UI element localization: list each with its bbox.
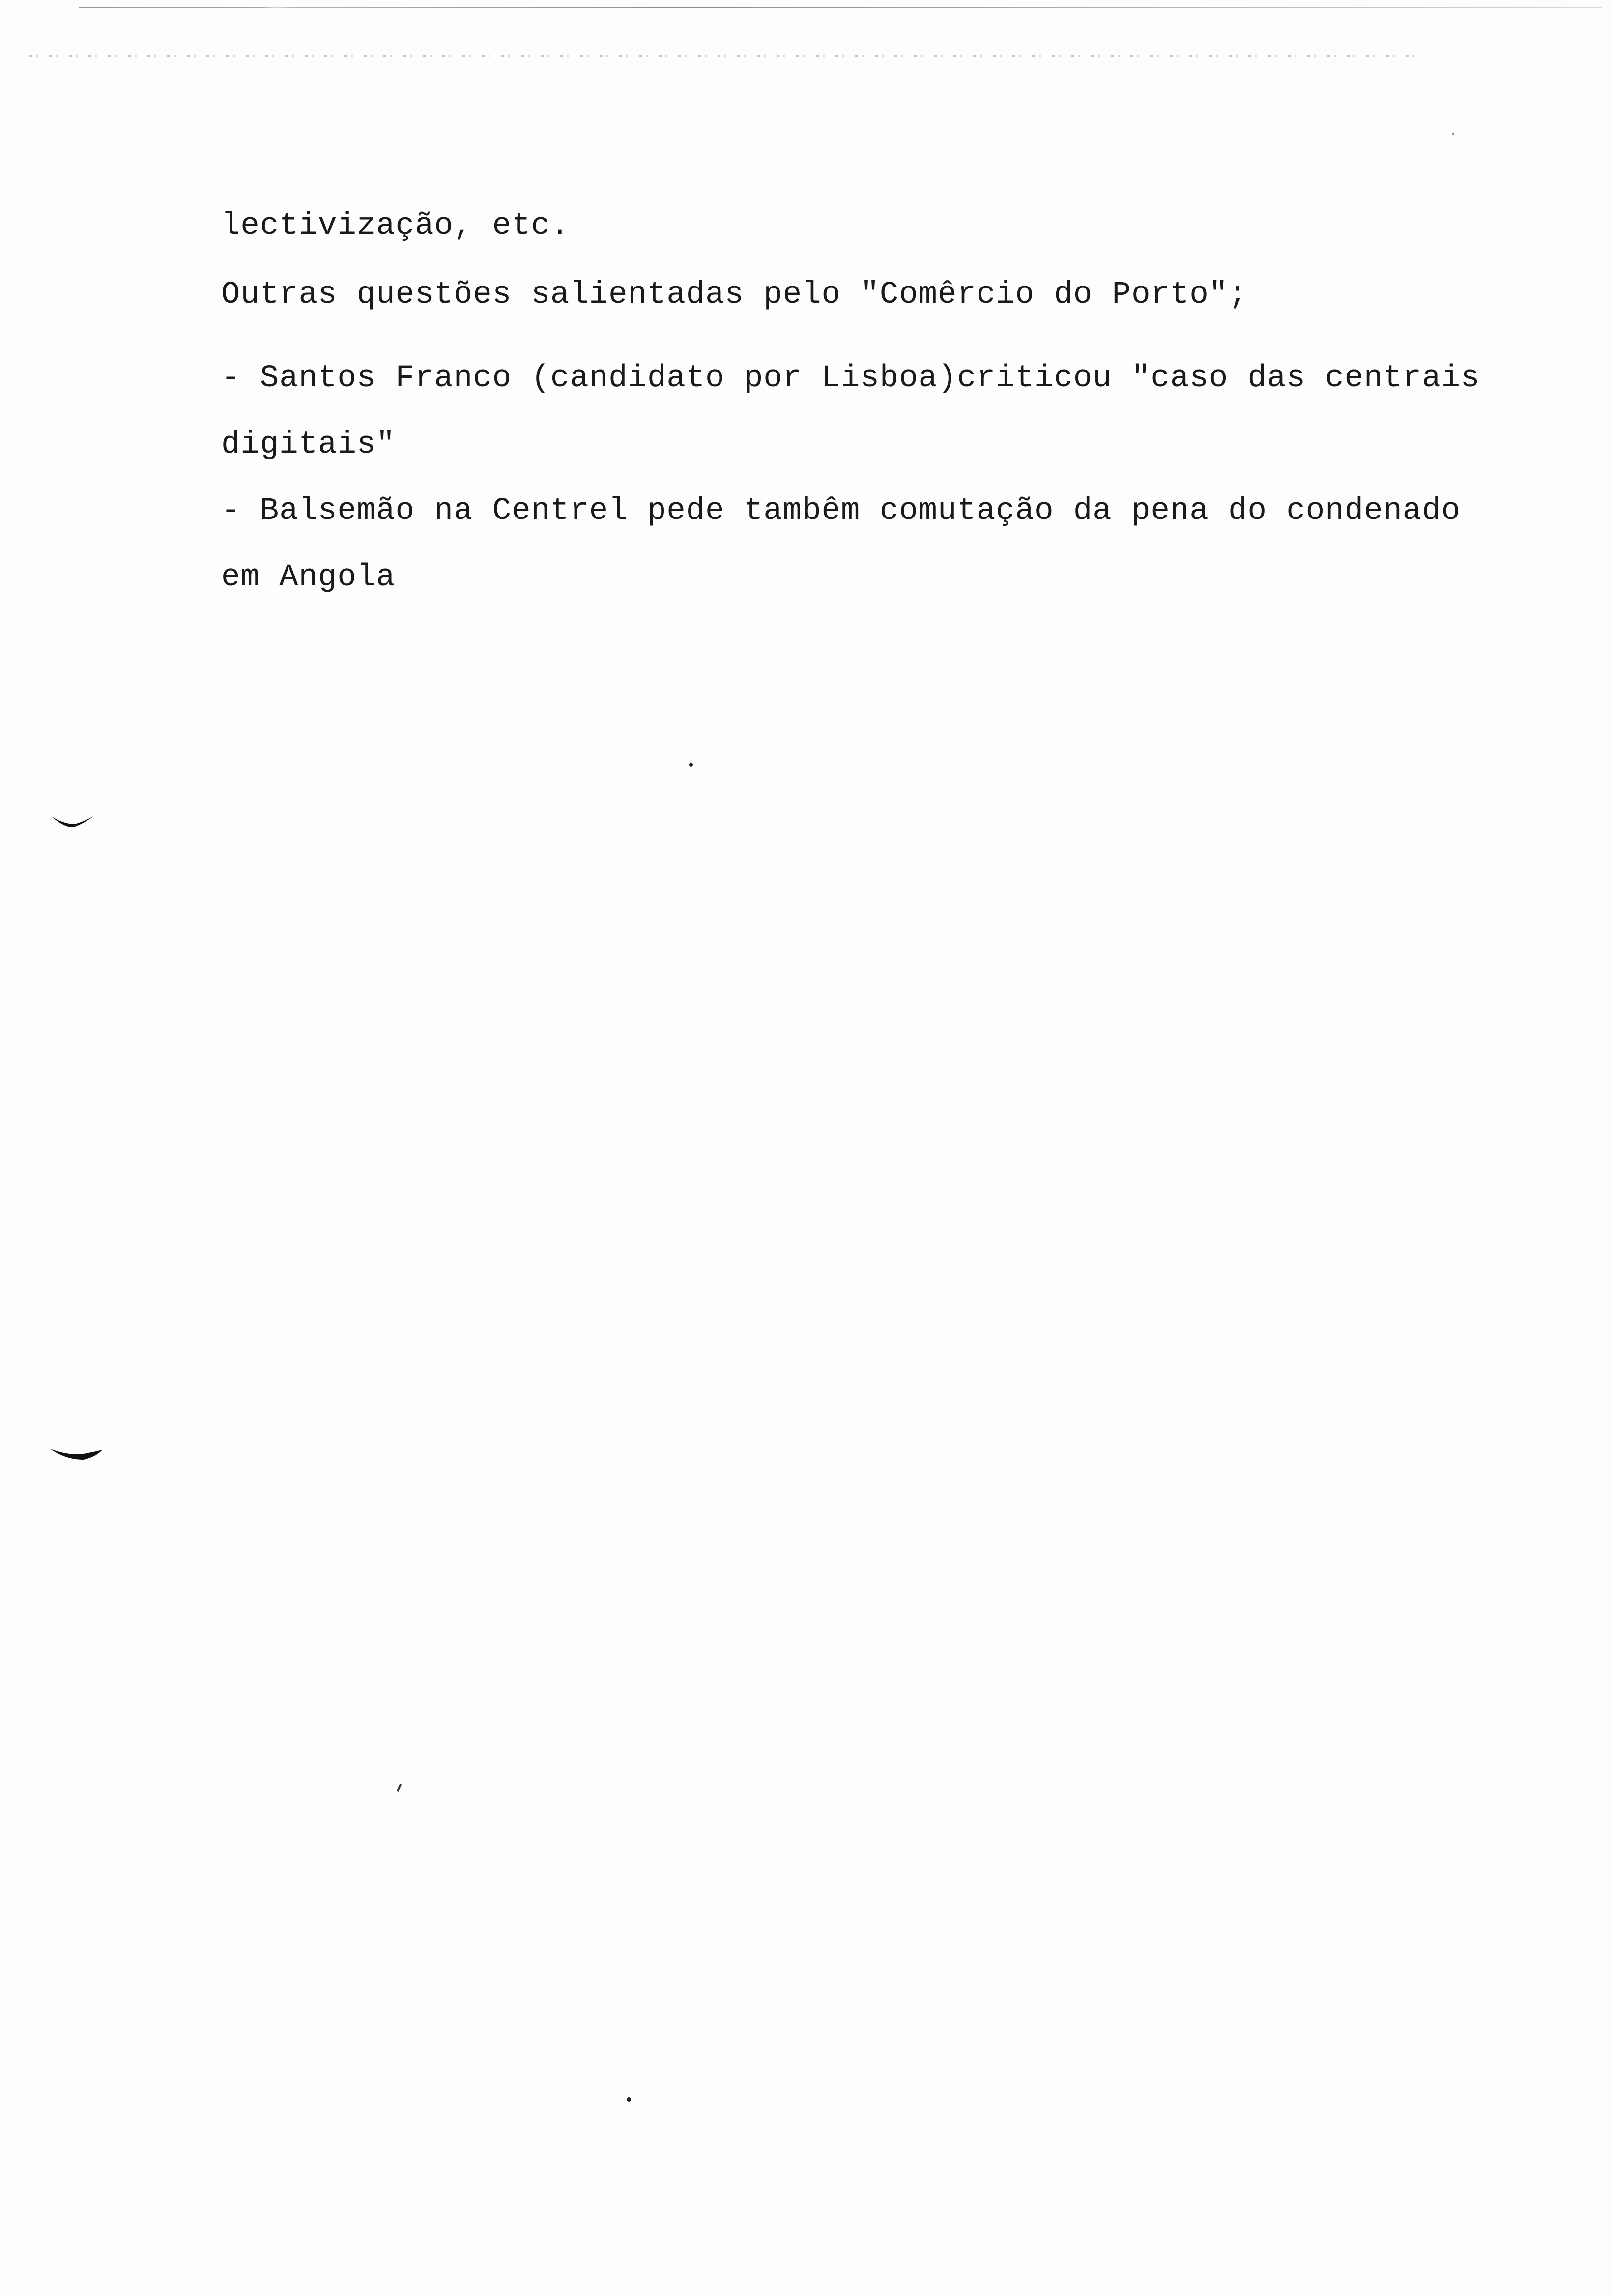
binding-hole-mark-bottom [49,1445,103,1464]
text-line-2: Outras questões salientadas pelo "Comêrcio do Porto"; [221,277,1248,313]
text-line-6: em Angola [221,560,396,595]
text-line-5: - Balsemão na Centrel pede tambêm comutação da pena do condenado [221,493,1461,529]
text-line-4: digitais" [221,427,396,462]
ink-speck [1452,133,1454,135]
text-line-1: lectivização, etc. [221,208,570,244]
ink-stroke [397,1784,402,1792]
text-line-3: - Santos Franco (candidato por Lisboa)criticou "caso das centrais [221,361,1480,396]
ink-speck [627,2097,631,2102]
ink-speck [689,763,693,767]
top-scan-dots [29,55,1425,57]
binding-hole-mark-top [50,813,94,833]
top-scan-rule [79,7,1602,8]
